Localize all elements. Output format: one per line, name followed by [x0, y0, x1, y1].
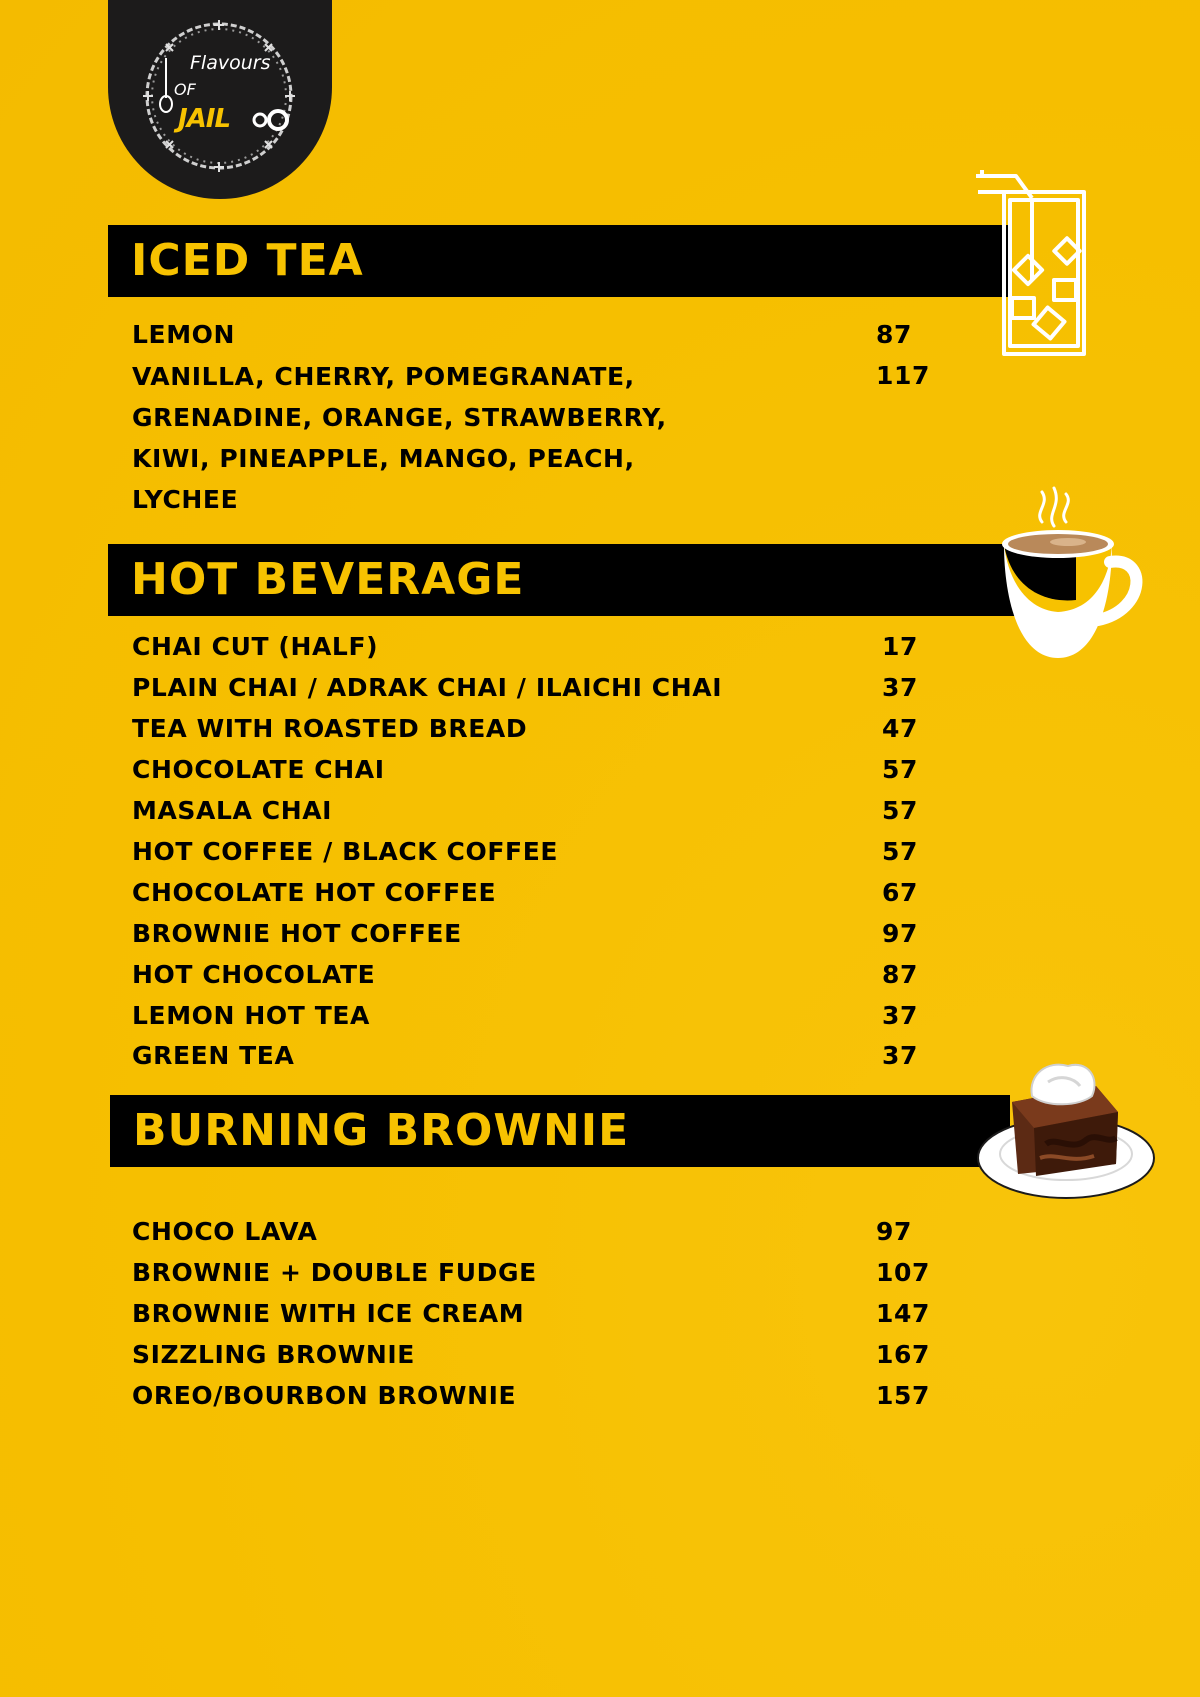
item-price: 147 [876, 1299, 930, 1328]
item-name: HOT CHOCOLATE [132, 960, 376, 989]
item-name: CHOCOLATE HOT COFFEE [132, 878, 497, 907]
item-name: BROWNIE + DOUBLE FUDGE [132, 1258, 537, 1287]
item-name: GREEN TEA [132, 1041, 295, 1070]
item-price: 107 [876, 1258, 930, 1287]
item-name: LEMON [132, 320, 236, 349]
section-title-iced-tea: ICED TEA [131, 235, 364, 286]
item-price: 57 [882, 796, 918, 825]
item-price: 17 [882, 632, 918, 661]
item-price: 47 [882, 714, 918, 743]
logo-word-flavours: Flavours [190, 52, 271, 74]
item-name: LEMON HOT TEA [132, 1001, 370, 1030]
item-name: VANILLA, CHERRY, POMEGRANATE, GRENADINE, ORANGE, STRAWBERRY, KIWI, PINEAPPLE, MANGO, PEACH, LYCHEE [132, 362, 667, 514]
section-bar-hot-beverage [108, 544, 1080, 616]
item-name: TEA WITH ROASTED BREAD [132, 714, 528, 743]
item-name: CHOCO LAVA [132, 1217, 318, 1246]
section-bar-iced-tea [108, 225, 1008, 297]
section-bar-burning-brownie [110, 1095, 1010, 1167]
item-name: CHAI CUT (HALF) [132, 632, 379, 661]
item-price: 57 [882, 755, 918, 784]
iced-tea-glass-icon [972, 170, 1092, 360]
section-title-burning-brownie: BURNING BROWNIE [133, 1105, 630, 1156]
item-name: HOT COFFEE / BLACK COFFEE [132, 837, 559, 866]
item-price: 97 [876, 1217, 912, 1246]
logo-word-of: OF [174, 80, 196, 99]
item-price: 57 [882, 837, 918, 866]
item-price: 37 [882, 1041, 918, 1070]
item-name: CHOCOLATE CHAI [132, 755, 385, 784]
item-price: 87 [876, 320, 912, 349]
logo-word-jail: JAIL [178, 104, 231, 134]
item-price: 37 [882, 673, 918, 702]
list-item [132, 356, 932, 514]
item-price: 37 [882, 1001, 918, 1030]
item-name: BROWNIE WITH ICE CREAM [132, 1299, 525, 1328]
item-price: 157 [876, 1381, 930, 1410]
barbed-wire-ring-icon [108, 0, 332, 199]
brand-logo [108, 0, 332, 199]
item-name: MASALA CHAI [132, 796, 333, 825]
item-price: 97 [882, 919, 918, 948]
item-name: BROWNIE HOT COFFEE [132, 919, 462, 948]
item-price: 117 [876, 361, 930, 390]
brownie-plate-icon [976, 1052, 1158, 1204]
item-price: 67 [882, 878, 918, 907]
item-name: PLAIN CHAI / ADRAK CHAI / ILAICHI CHAI [132, 673, 723, 702]
section-title-hot-beverage: HOT BEVERAGE [131, 554, 525, 605]
item-name: SIZZLING BROWNIE [132, 1340, 415, 1369]
item-name: OREO/BOURBON BROWNIE [132, 1381, 517, 1410]
item-price: 87 [882, 960, 918, 989]
item-price: 167 [876, 1340, 930, 1369]
hot-cup-icon [998, 482, 1146, 660]
